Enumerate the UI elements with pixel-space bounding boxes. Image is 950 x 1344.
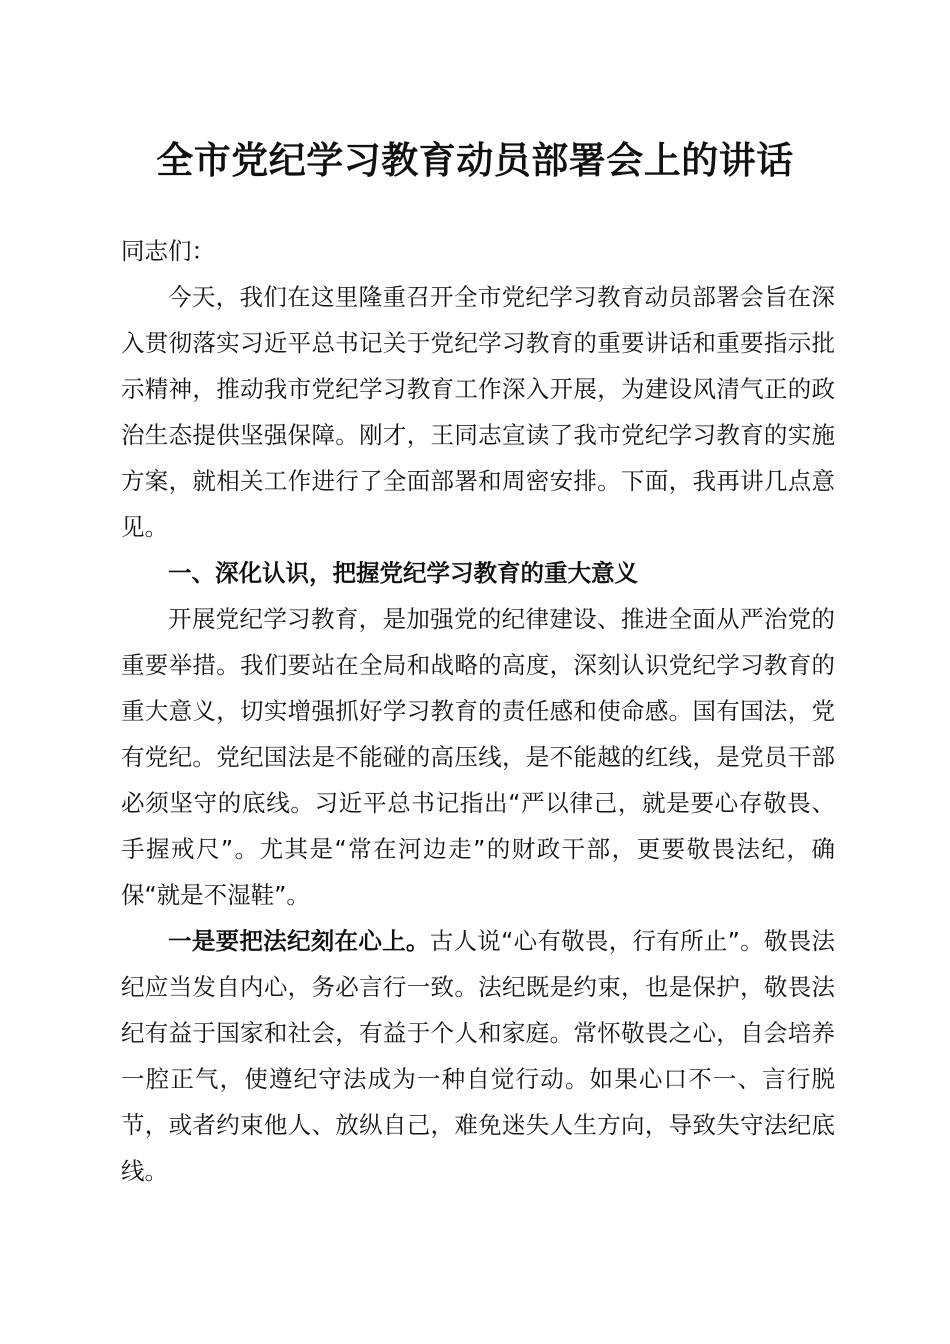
document-title: 全市党纪学习教育动员部署会上的讲话 bbox=[156, 138, 794, 182]
paragraph-opening: 今天，我们在这里隆重召开全市党纪学习教育动员部署会旨在深入贯彻落实习近平总书记关于党纪学习教育的重要讲话和重要指示批示精神，推动我市党纪学习教育工作深入开展，为建设风清气正的政治生态提供坚强保障。刚才，王同志宣读了我市党纪学习教育的实施方案，就相关工作进行了全面部署和周密安排。下面，我再讲几点意见。 bbox=[121, 283, 835, 541]
salutation: 同志们： bbox=[121, 237, 215, 265]
paragraph-significance: 开展党纪学习教育，是加强党的纪律建设、推进全面从严治党的重要举措。我们要站在全局和战略的高度，深刻认识党纪学习教育的重大意义，切实增强抓好学习教育的责任感和使命感。国有国法，党有党纪。党纪国法是不能碰的高压线，是不能越的红线，是党员干部必须坚守的底线。习近平总书记指出“严以律己，就是要心存敬畏、手握戒尺”。尤其是“常在河边走”的财政干部，更要敬畏法纪，确保“就是不湿鞋”。 bbox=[121, 605, 835, 909]
section-heading-1: 一、深化认识，把握党纪学习教育的重大意义 bbox=[168, 559, 638, 587]
point-one-text: 古人说“心有敬畏，行有所止”。敬畏法纪应当发自内心，务必言行一致。法纪既是约束，也是保护，敬畏法纪有益于国家和社会，有益于个人和家庭。常怀敬畏之心，自会培养一腔正气，使遵纪守法成为一种自觉行动。如果心口不一、言行脱节，或者约束他人、放纵自己，难免迷失人生方向，导致失守法纪底线。 bbox=[121, 927, 835, 1185]
document-body bbox=[121, 228, 835, 1194]
paragraph-point-one bbox=[121, 918, 835, 1194]
point-one-lead: 一是要把法纪刻在心上。 bbox=[168, 927, 430, 955]
